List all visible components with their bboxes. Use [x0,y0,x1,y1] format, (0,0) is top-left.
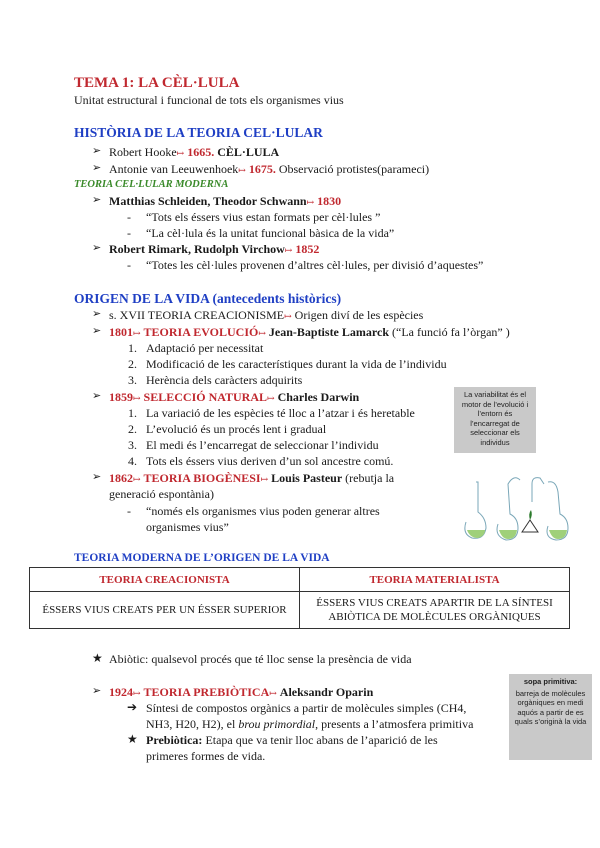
subtitle: Unitat estructural i funcional de tots els organismes vius [74,93,344,107]
list-item: El medi és l’encarregat de seleccionar l’individu [146,438,379,452]
item-hooke: Robert Hooke↦ 1665. CÈL·LULA [109,145,280,159]
oparin-sintesi: Síntesi de compostos orgànics a partir de molècules simples (CH4, [146,701,467,715]
origen-heading: ORIGEN DE LA VIDA (antecedents històrics) [74,291,342,306]
arrowhead-bullet-icon: ➢ [92,145,102,157]
right-arrow-bullet-icon: ➔ [127,700,138,714]
theories-table [29,567,570,629]
oparin-sintesi-2: NH3, H20, H2), el brou primordial, presents a l’atmosfera primitiva [146,717,474,731]
moderna-heading: TEORIA MODERNA DE L’ORIGEN DE LA VIDA [74,552,330,564]
oparin-prebiotica-2: primeres formes de vida. [146,749,266,763]
dash-bullet: - [127,210,131,224]
list-item: L’evolució és un procés lent i gradual [146,422,327,436]
list-number: 3. [128,438,137,452]
abiotic-definition: Abiòtic: qualsevol procés que té lloc sense la presència de vida [109,652,412,666]
arrow-icon: ↦ [133,328,141,338]
arrow-icon: ↦ [133,688,141,698]
arrow-icon: ↦ [269,688,277,698]
arrow-icon: ↦ [260,474,269,484]
arrowhead-bullet-icon: ➢ [92,685,102,697]
list-item: Herència dels caràcters adquirits [146,373,303,387]
flask-tube [532,478,544,502]
item-pasteur: 1862↦ TEORIA BIOGÈNESI↦ Louis Pasteur (rebutja la [109,471,395,485]
arrow-icon: ↦ [238,165,246,175]
item-creacionisme: s. XVII TEORIA CREACIONISME↦ Origen diví de les espècies [109,308,424,322]
arrowhead-bullet-icon: ➢ [92,242,102,254]
arrow-icon: ↦ [306,197,315,207]
arrow-icon: ↦ [284,311,292,321]
table-header-creacionista: TEORIA CREACIONISTA [30,568,300,592]
arrowhead-bullet-icon: ➢ [92,471,102,483]
list-item: La variació de les espècies té lloc a l’atzar i és heretable [146,406,415,420]
flame-icon [529,510,532,520]
dash-bullet: - [127,226,131,240]
darwin-note: La variabilitat és el motor de l’evolució i l’entorn és l’encarregat de seleccionar els individus [454,387,536,453]
modern-label: TEORIA CEL·LULAR MODERNA [74,179,229,190]
list-number: 1. [128,406,137,420]
dash-bullet: - [127,504,131,518]
arrow-icon: ↦ [284,245,293,255]
arrow-icon: ↦ [176,148,185,158]
list-item: Tots els éssers vius deriven d’un sol ancestre comú. [146,454,394,468]
arrow-icon: ↦ [133,474,141,484]
arrow-icon: ↦ [133,393,141,403]
table-cell-materialista: ÉSSERS VIUS CREATS APARTIR DE LA SÍNTESI ABIÒTICA DE MOLÈCULES ORGÀNIQUES [300,592,570,629]
quote: “Totes les cèl·lules provenen d’altres cèl·lules, per divisió d’aquestes” [146,258,484,272]
oparin-prebiotica: Prebiòtica: Etapa que va tenir lloc abans de l’aparició de les [146,733,438,747]
page-title: TEMA 1: LA CÈL·LULA [74,75,240,91]
quote: organismes vius” [146,520,229,534]
list-item: Adaptació per necessitat [146,341,264,355]
star-bullet-icon: ★ [92,651,103,665]
item-schleiden: Matthias Schleiden, Theodor Schwann↦ 1830 [109,194,342,208]
arrowhead-bullet-icon: ➢ [92,390,102,402]
arrowhead-bullet-icon: ➢ [92,325,102,337]
historia-heading: HISTÒRIA DE LA TEORIA CEL·LULAR [74,125,323,140]
quote: “Tots els éssers vius estan formats per cèl·lules ” [146,210,381,224]
item-virchow: Robert Rimark, Rudolph Virchow↦ 1852 [109,242,320,256]
list-number: 3. [128,373,137,387]
pasteur-line2: generació espontània) [109,487,214,501]
item-leeuwenhoek: Antonie van Leeuwenhoek↦ 1675. Observació protistes(parameci) [109,162,430,176]
table-cell-creacionista: ÉSSERS VIUS CREATS PER UN ÉSSER SUPERIOR [30,592,300,629]
flask-1 [465,482,486,538]
arrowhead-bullet-icon: ➢ [92,162,102,174]
arrowhead-bullet-icon: ➢ [92,194,102,206]
list-number: 1. [128,341,137,355]
arrow-icon: ↦ [258,328,266,338]
list-number: 2. [128,357,137,371]
item-darwin: 1859↦ SELECCIÓ NATURAL↦ Charles Darwin [109,390,360,404]
list-number: 2. [128,422,137,436]
burner-icon [522,520,538,532]
dash-bullet: - [127,258,131,272]
table-header-materialista: TEORIA MATERIALISTA [300,568,570,592]
item-oparin: 1924↦ TEORIA PREBIÒTICA↦ Aleksandr Oparin [109,685,374,699]
sopa-note: sopa primitiva: barreja de molècules orgàniques en medi aquós a partir de es quals s’originà la vida [509,674,592,760]
list-item: Modificació de les característiques durant la vida de l’individu [146,357,447,371]
arrow-icon: ↦ [267,393,275,403]
quote: “La cèl·lula és la unitat funcional bàsica de la vida” [146,226,395,240]
arrowhead-bullet-icon: ➢ [92,308,102,320]
quote: “només els organismes vius poden generar altres [146,504,380,518]
list-number: 4. [128,454,137,468]
pasteur-flasks-illustration [458,462,578,546]
star-bullet-icon: ★ [127,732,138,746]
item-lamarck: 1801↦ TEORIA EVOLUCIÓ↦ Jean-Baptiste Lamarck (“La funció fa l’òrgan” ) [109,325,510,339]
